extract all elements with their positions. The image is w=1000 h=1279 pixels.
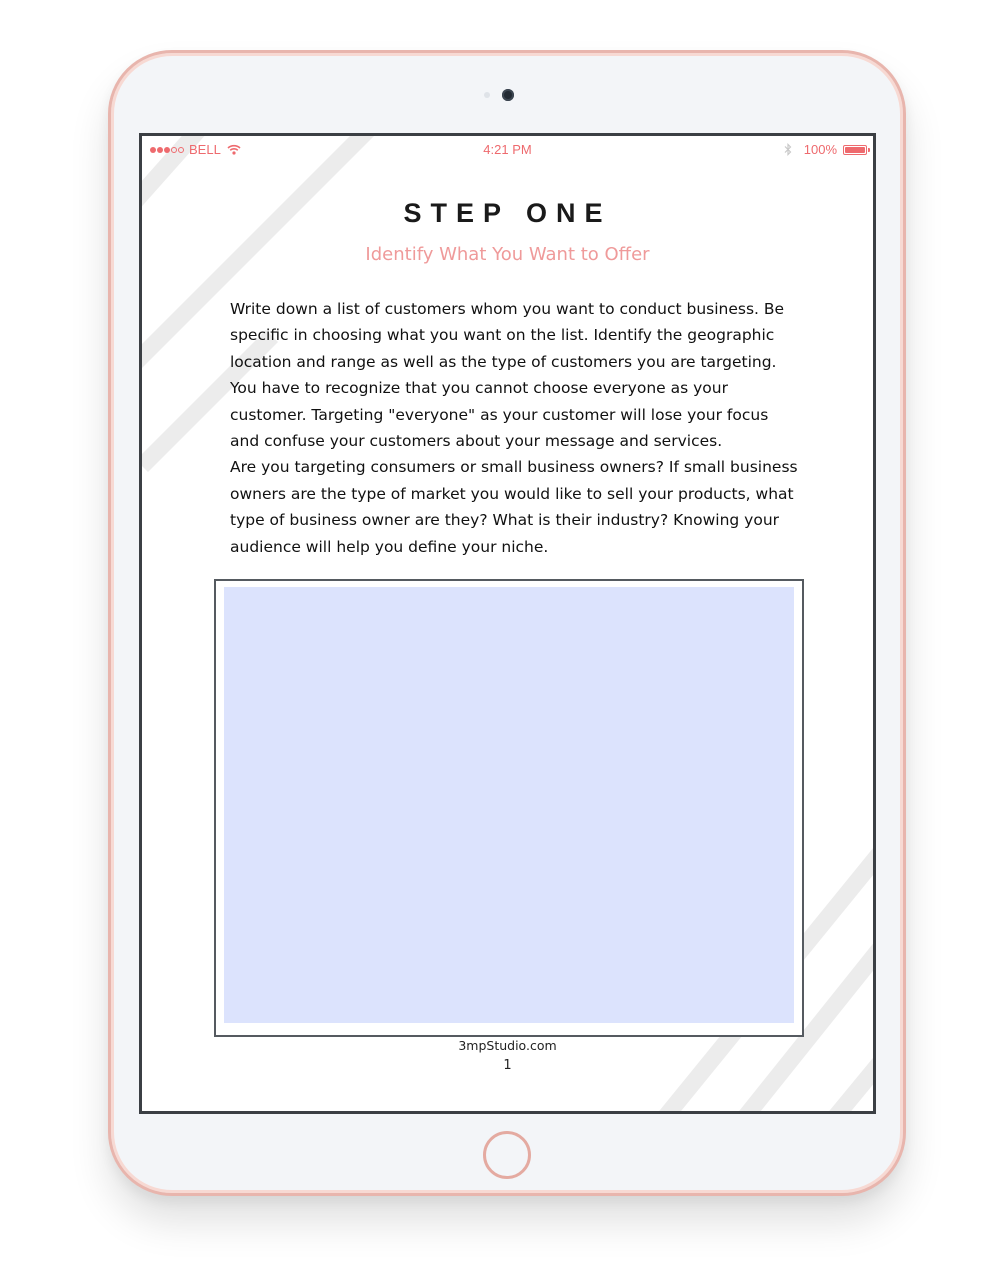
paragraph: Are you targeting consumers or small business owners? If small business owners are the type of market you would like to sell your products, what type of business owner are they? What is their industry? Knowing your audience will help you define your niche. [230,458,798,556]
status-time: 4:21 PM [483,142,532,157]
paragraph: Write down a list of customers whom you want to conduct business. Be specific in choosing what you want on the list. Identify the geographic location and range as well as the type of customers you are targeting. You have to recognize that you cannot choose everyone as your customer. Targeting "everyone" as your customer will lose your focus and confuse your customers about your message and services. [230,300,785,451]
battery-fill [845,147,865,153]
page-number: 1 [503,1058,512,1073]
battery-percentage: 100% [803,142,837,157]
bluetooth-icon [784,143,792,156]
image-placeholder [224,587,794,1023]
home-button[interactable] [483,1131,531,1179]
body-text [230,296,800,560]
page-subtitle: Identify What You Want to Offer [365,244,650,265]
status-bar [142,136,873,162]
status-right [784,142,867,157]
footer-website: 3mpStudio.com [458,1038,557,1053]
image-frame [214,579,804,1037]
front-camera-icon [502,89,514,101]
tablet-screen [139,133,876,1114]
proximity-sensor [484,92,490,98]
carrier-name: BELL [189,142,221,157]
page-title: STEP ONE [403,198,612,228]
battery-icon [843,145,867,155]
